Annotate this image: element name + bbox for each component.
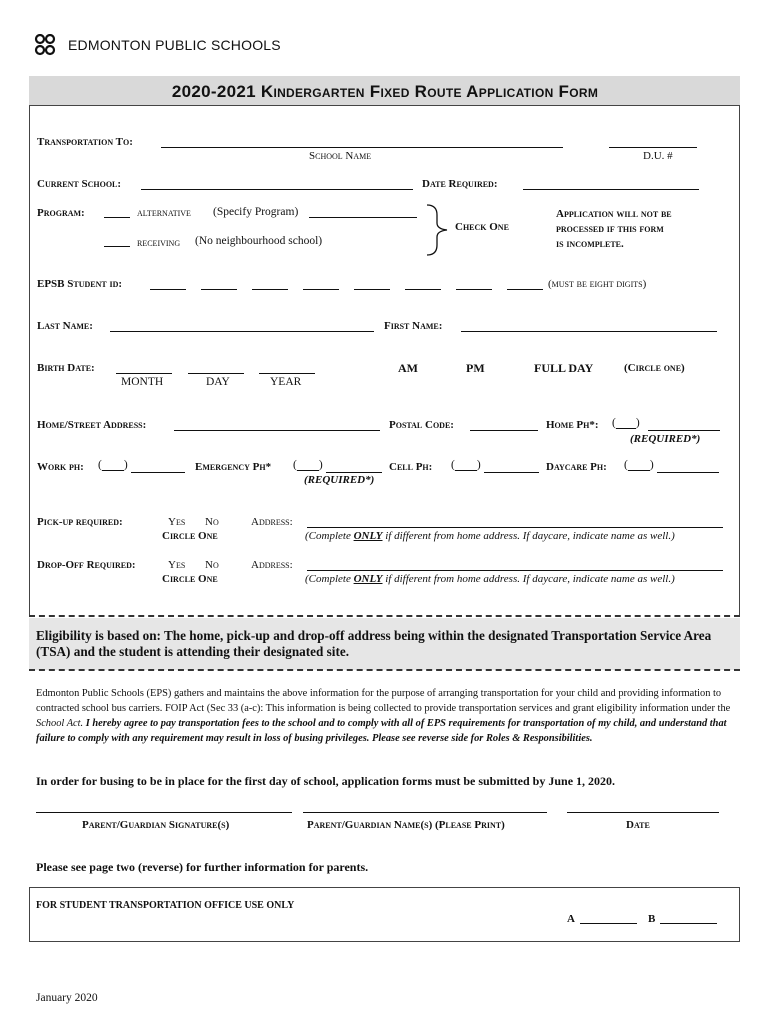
circle-one-note: (Circle one) bbox=[624, 362, 685, 374]
form-title: 2020-2021 Kindergarten Fixed Route Application Form bbox=[171, 82, 599, 101]
emergency-ph-label: Emergency Ph* bbox=[195, 461, 272, 473]
student-id-label: EPSB Student id: bbox=[37, 278, 123, 290]
student-id-digit-5[interactable] bbox=[354, 289, 390, 290]
student-id-digit-3[interactable] bbox=[252, 289, 288, 290]
receiving-checkbox-line[interactable] bbox=[104, 246, 130, 247]
emergency-ph-required: (REQUIRED*) bbox=[304, 474, 375, 486]
year-caption: YEAR bbox=[270, 376, 302, 388]
full-day-option[interactable]: FULL DAY bbox=[534, 361, 594, 375]
incomplete-note-line-1: Application will not be bbox=[556, 208, 672, 220]
student-id-digit-7[interactable] bbox=[456, 289, 492, 290]
dashed-divider-bottom bbox=[29, 669, 740, 671]
alternative-checkbox-line[interactable] bbox=[104, 217, 130, 218]
student-id-digit-1[interactable] bbox=[150, 289, 186, 290]
dropoff-no-option[interactable]: No bbox=[205, 559, 219, 571]
eps-logo-icon bbox=[33, 34, 61, 56]
pickup-required-label: Pick-up required: bbox=[37, 516, 123, 528]
dropoff-yes-option[interactable]: Yes bbox=[168, 559, 186, 571]
work-ph-field[interactable] bbox=[131, 472, 185, 473]
privacy-paragraph: Edmonton Public Schools (EPS) gathers and maintains the above information for the purpose of arranging transportation for your child and providing information to contracted school bus carriers. FOIP Act (Sec 33 (a-c): This information is being collected to provide transportation services and grant eligibility information under the School Act. I hereby agree to pay transportation fees to the school and to comply with all of EPS requirements for transportation of my child, and understand that failure to comply with any requirement may result in loss of busing privileges. Please see reverse side for Roles & Responsibilities. bbox=[36, 688, 731, 744]
office-b-label: B bbox=[648, 913, 656, 925]
daycare-ph-area: ( ) bbox=[624, 459, 654, 471]
cell-ph-label: Cell Ph: bbox=[389, 461, 433, 473]
pickup-no-option[interactable]: No bbox=[205, 516, 219, 528]
brace-icon bbox=[425, 203, 455, 257]
dropoff-address-label: Address: bbox=[251, 559, 293, 571]
first-name-label: First Name: bbox=[384, 320, 443, 332]
first-name-field[interactable] bbox=[461, 331, 717, 332]
student-id-digit-4[interactable] bbox=[303, 289, 339, 290]
dashed-divider-top bbox=[29, 615, 740, 617]
school-name-field[interactable] bbox=[161, 147, 563, 148]
du-field[interactable] bbox=[609, 147, 697, 148]
work-ph-label: Work ph: bbox=[37, 461, 84, 473]
current-school-label: Current School: bbox=[37, 178, 122, 190]
dropoff-required-label: Drop-Off Required: bbox=[37, 559, 136, 571]
see-page-two: Please see page two (reverse) for further information for parents. bbox=[36, 860, 369, 874]
specify-program-field[interactable] bbox=[309, 217, 417, 218]
home-ph-area-open: ( ) bbox=[612, 417, 640, 429]
pickup-address-note: (Complete ONLY if different from home address. If daycare, indicate name as well.) bbox=[305, 530, 675, 542]
parent-name-field[interactable] bbox=[303, 812, 547, 813]
birth-day-field[interactable] bbox=[188, 373, 244, 374]
postal-code-label: Postal Code: bbox=[389, 419, 454, 431]
date-field[interactable] bbox=[567, 812, 719, 813]
parent-name-caption: Parent/Guardian Name(s) (Please Print) bbox=[307, 819, 505, 831]
pickup-circle-one: Circle One bbox=[162, 530, 218, 542]
deadline-notice: In order for busing to be in place for the first day of school, application forms must be submitted by June 1, 2020. bbox=[36, 774, 616, 788]
office-use-label: FOR STUDENT TRANSPORTATION OFFICE USE ONLY bbox=[36, 900, 295, 911]
am-option[interactable]: AM bbox=[398, 361, 418, 375]
office-b-field[interactable] bbox=[660, 923, 717, 924]
emergency-ph-area: ( ) bbox=[293, 459, 323, 471]
birth-year-field[interactable] bbox=[259, 373, 315, 374]
transportation-to-label: Transportation To: bbox=[37, 136, 133, 148]
day-caption: DAY bbox=[206, 376, 230, 388]
home-address-label: Home/Street Address: bbox=[37, 419, 147, 431]
pm-option[interactable]: PM bbox=[466, 361, 485, 375]
daycare-ph-label: Daycare Ph: bbox=[546, 461, 607, 473]
school-name-caption: School Name bbox=[309, 150, 372, 162]
home-address-field[interactable] bbox=[174, 430, 380, 431]
receiving-label: receiving bbox=[137, 237, 181, 249]
date-required-field[interactable] bbox=[523, 189, 699, 190]
cell-ph-area: ( ) bbox=[451, 459, 481, 471]
du-caption: D.U. # bbox=[643, 150, 673, 162]
no-neighbourhood-label: (No neighbourhood school) bbox=[195, 235, 323, 247]
dropoff-address-note: (Complete ONLY if different from home address. If daycare, indicate name as well.) bbox=[305, 573, 675, 585]
office-a-label: A bbox=[567, 913, 575, 925]
date-required-label: Date Required: bbox=[422, 178, 498, 190]
eps-logo bbox=[33, 34, 281, 56]
home-ph-field[interactable] bbox=[648, 430, 720, 431]
incomplete-note bbox=[556, 207, 672, 252]
last-name-label: Last Name: bbox=[37, 320, 93, 332]
eight-digits-note: (must be eight digits) bbox=[548, 278, 647, 290]
alternative-label: alternative bbox=[137, 207, 191, 219]
incomplete-note-line-2: processed if this form bbox=[556, 223, 664, 235]
pickup-address-label: Address: bbox=[251, 516, 293, 528]
student-id-digit-6[interactable] bbox=[405, 289, 441, 290]
month-caption: MONTH bbox=[121, 376, 164, 388]
home-ph-label: Home Ph*: bbox=[546, 419, 599, 431]
work-ph-area: ( ) bbox=[98, 459, 128, 471]
current-school-field[interactable] bbox=[141, 189, 413, 190]
eligibility-text: Eligibility is based on: The home, pick-up and drop-off address being within the designated Transportation Service Area (TSA) and the student is attending their designated site. bbox=[36, 628, 712, 659]
student-id-digit-8[interactable] bbox=[507, 289, 543, 290]
emergency-ph-field[interactable] bbox=[326, 472, 382, 473]
dropoff-address-field[interactable] bbox=[307, 570, 723, 571]
birth-month-field[interactable] bbox=[116, 373, 172, 374]
dropoff-circle-one: Circle One bbox=[162, 573, 218, 585]
incomplete-note-line-3: is incomplete. bbox=[556, 238, 624, 250]
parent-signature-field[interactable] bbox=[36, 812, 292, 813]
pickup-yes-option[interactable]: Yes bbox=[168, 516, 186, 528]
last-name-field[interactable] bbox=[110, 331, 374, 332]
office-use-box bbox=[29, 887, 740, 942]
daycare-ph-field[interactable] bbox=[657, 472, 719, 473]
parent-signature-caption: Parent/Guardian Signature(s) bbox=[82, 819, 230, 831]
home-ph-required: (REQUIRED*) bbox=[630, 433, 701, 445]
office-a-field[interactable] bbox=[580, 923, 637, 924]
postal-code-field[interactable] bbox=[470, 430, 538, 431]
logo-text: EDMONTON PUBLIC SCHOOLS bbox=[68, 37, 281, 53]
student-id-digit-2[interactable] bbox=[201, 289, 237, 290]
footer-date: January 2020 bbox=[36, 992, 98, 1004]
check-one-label: Check One bbox=[455, 221, 509, 233]
pickup-address-field[interactable] bbox=[307, 527, 723, 528]
date-caption: Date bbox=[626, 819, 650, 831]
specify-program-label: (Specify Program) bbox=[213, 206, 299, 218]
birth-date-label: Birth Date: bbox=[37, 362, 95, 374]
cell-ph-field[interactable] bbox=[484, 472, 539, 473]
program-label: Program: bbox=[37, 207, 85, 219]
